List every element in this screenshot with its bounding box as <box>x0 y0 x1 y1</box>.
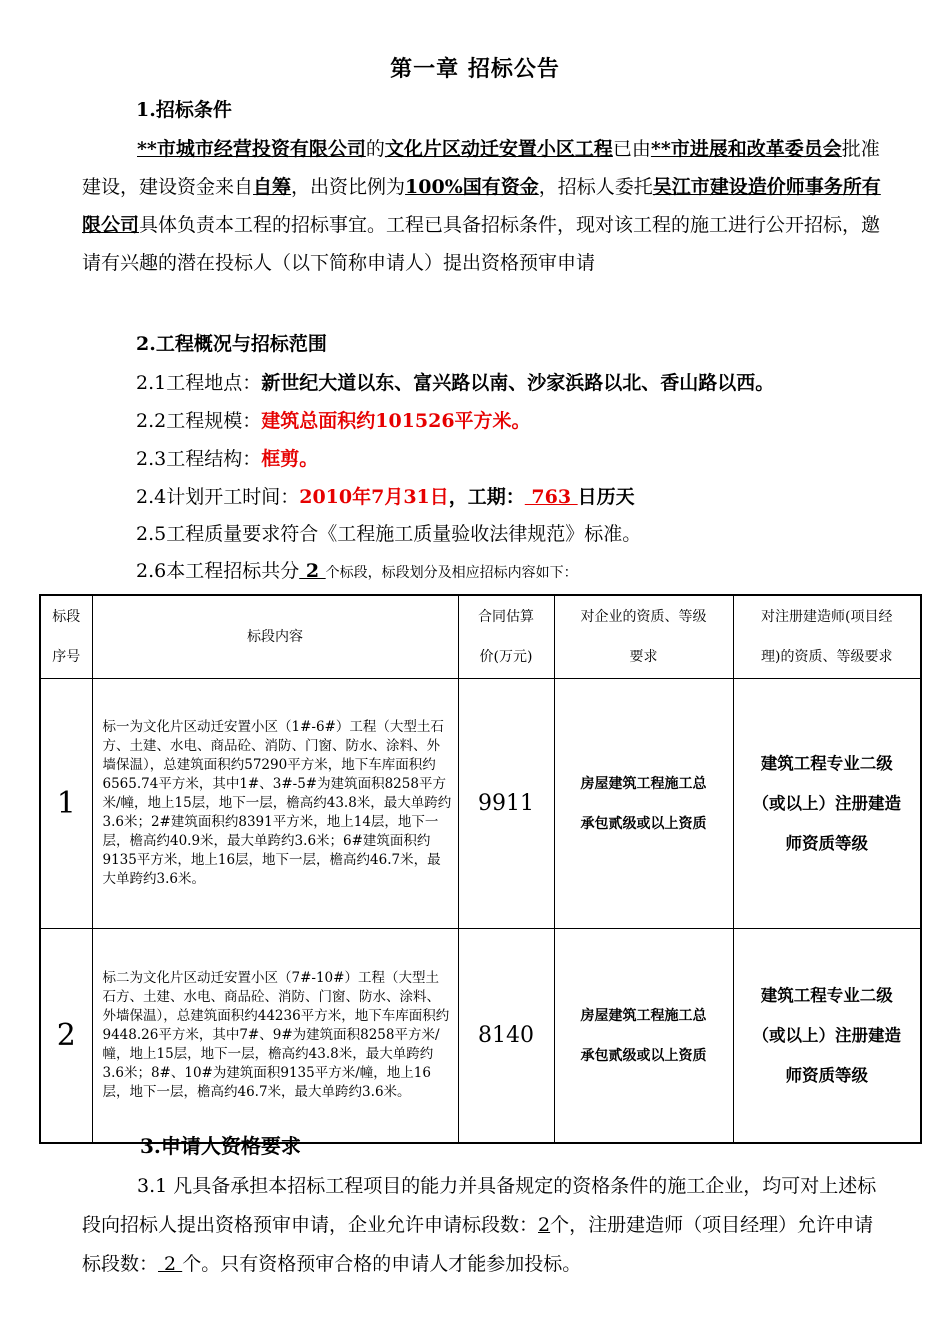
approver-name: **市进展和改革委员会 <box>650 138 842 160</box>
header-content: 标段内容 <box>92 595 458 679</box>
text-fragment: 批准建设，建设资金来自 <box>82 138 880 198</box>
qual-text: （或以上）注册建造 <box>752 793 901 813</box>
row-content: 标二为文化片区动迁安置小区（7#-10#）工程（大型土石方、土建、水电、商品砼、消防、门窗、防水、涂料、外墙保温），总建筑面积约44236平方米，地下车库面积约9448.26平方米，其中7#、9#为建筑面积8258平方米/幢，地上15层，地下一层，檐高约43.8米，最大单跨约3.6米；8#、10#为建筑面积9135平方米/幢，地上16层，地下一层，檐高约46.7米，最大单跨约3.6米。 <box>92 929 458 1144</box>
start-date: 2010年7月31日 <box>299 486 449 508</box>
text-fragment: 3.1 凡具备承担本招标工程项目的能力并具备规定的资格条件的施工企业，均可对上述标段向招标人提出资格预审申请，企业允许申请标段数： <box>82 1175 877 1236</box>
line-label: 2.4计划开工时间： <box>136 486 300 508</box>
header-company-qual <box>554 595 733 679</box>
header-text: 要求 <box>629 649 658 665</box>
qual-text: 建筑工程专业二级 <box>760 753 893 773</box>
header-text: 序号 <box>52 649 81 665</box>
section3-paragraph <box>82 1167 882 1284</box>
qual-text: 承包贰级或以上资质 <box>580 1047 707 1064</box>
start-date-line <box>136 482 635 509</box>
section-heading-2: 2.工程概况与招标范围 <box>136 333 327 355</box>
qual-text: 师资质等级 <box>785 1065 868 1085</box>
quality-line: 2.5工程质量要求符合《工程施工质量验收法律规范》标准。 <box>136 523 642 545</box>
text-fragment: 个。只有资格预审合格的申请人才能参加投标。 <box>182 1253 582 1275</box>
qual-text: 房屋建筑工程施工总 <box>580 1007 707 1024</box>
owner-name: **市城市经营投资有限公司 <box>137 138 366 160</box>
table-row <box>40 679 921 929</box>
project-scale-line <box>136 406 531 433</box>
table-header-row <box>40 595 921 679</box>
qual-text: （或以上）注册建造 <box>752 1025 901 1045</box>
row-manager-qual <box>733 679 921 929</box>
chapter-title: 第一章 招标公告 <box>390 56 560 82</box>
table-row <box>40 929 921 1144</box>
section-heading-3: 3.申请人资格要求 <box>140 1134 301 1158</box>
header-text: 标段 <box>52 609 81 625</box>
text-fragment: ，工期： <box>448 486 525 508</box>
text-fragment: 的 <box>365 138 385 160</box>
section1-paragraph <box>82 130 882 282</box>
header-seq <box>40 595 92 679</box>
header-price <box>458 595 554 679</box>
text-fragment: ，出资比例为 <box>291 176 406 198</box>
header-manager-qual <box>733 595 921 679</box>
text-fragment: 个，注册建造师（项目经理）允许申请标段数： <box>82 1214 874 1275</box>
fund-ratio: 100%国有资金 <box>405 176 539 198</box>
qual-text: 房屋建筑工程施工总 <box>580 775 707 792</box>
text-fragment: 具体负责本工程的招标事宜。工程已具备招标条件，现对该工程的施工进行公开招标，邀请有兴趣的潜在投标人（以下简称申请人）提出资格预审申请 <box>82 214 881 274</box>
project-structure-line <box>136 444 318 471</box>
header-text: 对企业的资质、等级 <box>580 609 707 625</box>
project-location-line <box>136 368 774 395</box>
header-text: 理)的资质、等级要求 <box>761 649 893 665</box>
row-price: 8140 <box>458 929 554 1144</box>
sections-count-line <box>136 556 578 583</box>
section-heading-1: 1.招标条件 <box>136 99 232 121</box>
row-content: 标一为文化片区动迁安置小区（1#-6#）工程（大型土石方、土建、水电、商品砼、消防、门窗、防水、涂料、外墙保温），总建筑面积约57290平方米，地下车库面积约6565.74平方米，其中1#、3#-5#为建筑面积8258平方米/幢，地上15层，地下一层，檐高约43.8米，最大单跨约3.6米；2#建筑面积约8391平方米，地上14层，地下一层，檐高约40.9米，最大单跨约3.6米；6#建筑面积约9135平方米，地上16层，地下一层，檐高约46.7米，最大单跨约3.6米。 <box>92 679 458 929</box>
text-fragment: 个标段，标段划分及相应招标内容如下： <box>325 565 578 581</box>
line-value: 新世纪大道以东、富兴路以南、沙家浜路以北、香山路以西。 <box>261 372 775 394</box>
row-manager-qual <box>733 929 921 1144</box>
header-text: 价(万元) <box>479 649 533 665</box>
fund-source: 自筹 <box>253 176 292 198</box>
line-label: 2.1工程地点： <box>136 372 262 394</box>
qual-text: 师资质等级 <box>785 833 868 853</box>
manager-sections-count: 2 <box>158 1253 183 1275</box>
qual-text: 承包贰级或以上资质 <box>580 815 707 832</box>
text-fragment: ，招标人委托 <box>538 176 653 198</box>
row-seq: 1 <box>40 679 92 929</box>
qual-text: 建筑工程专业二级 <box>760 985 893 1005</box>
company-sections-count: 2 <box>538 1214 551 1236</box>
line-label: 2.3工程结构： <box>136 448 262 470</box>
duration-days: 763 <box>524 486 578 508</box>
row-seq: 2 <box>40 929 92 1144</box>
row-price: 9911 <box>458 679 554 929</box>
line-label: 2.6本工程招标共分 <box>136 560 300 582</box>
agent-name: 吴江市建设造价师事务所有限公司 <box>82 176 881 236</box>
row-company-qual <box>554 929 733 1144</box>
text-fragment: 日历天 <box>577 486 635 508</box>
line-label: 2.2工程规模： <box>136 410 262 432</box>
bid-sections-table <box>39 594 922 1144</box>
line-value: 建筑总面积约101526平方米。 <box>261 410 531 432</box>
row-company-qual <box>554 679 733 929</box>
header-text: 合同估算 <box>478 609 534 625</box>
sections-count: 2 <box>299 560 326 582</box>
project-name: 文化片区动迁安置小区工程 <box>384 138 613 160</box>
text-fragment: 已由 <box>612 138 651 160</box>
header-text: 对注册建造师(项目经 <box>761 609 893 625</box>
line-value: 框剪。 <box>261 448 319 470</box>
